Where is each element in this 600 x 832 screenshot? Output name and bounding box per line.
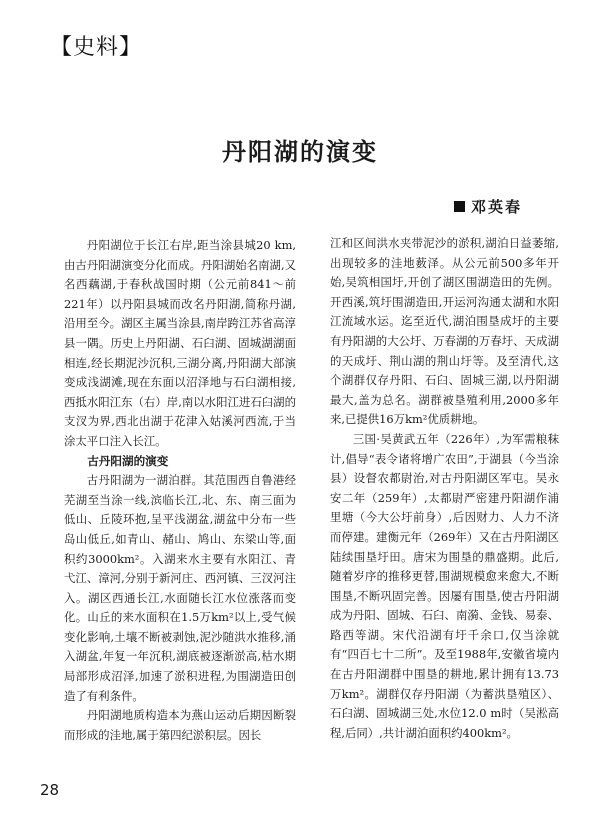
page-number: 28 xyxy=(40,781,60,799)
square-bullet-icon xyxy=(454,201,465,212)
paragraph: 三国·吴黄武五年（226年）,为军需粮秣计,倡导“表令诸将增广农田”,于湖县（今当涂县）设督农都尉治,对古丹阳湖区军屯。吴永安二年（259年）,太都尉严密建丹阳湖作浦里塘（今大公圩前身）,后因财力、人力不济而停建。建衡元年（269年）又在古丹阳湖区陆续围垦圩田。唐宋为围垦的鼎盛期。此后,随着岁序的推移更替,围湖规模愈来愈大,不断围垦,不断巩固完善。因屡有围垦,使古丹阳湖成为丹阳、固城、石臼、南漪、金钱、易泰、路西等湖。宋代沿湖有圩千余口,仅当涂就有“四百七十二所”。及至1988年,安徽省境内在古丹阳湖群中围垦的耕地,累计拥有13.73万km²。湖群仅存丹阳湖（为蓄洪垦殖区）、石臼湖、固城湖三处,水位12.0 m时（吴淞高程,后同）,共计湖泊面积约400km²。 xyxy=(330,431,559,740)
author-name: 邓英春 xyxy=(470,198,522,216)
section-tag: 【史料】 xyxy=(50,35,143,60)
paragraph: 丹阳湖位于长江右岸,距当涂县城20 km,由古丹阳湖演变分化而成。丹阳湖始名南湖,又名西藕湖,于春秋战国时期（公元前841～前221年）以丹阳县城而改名丹阳湖,简称丹湖,沿用至今。湖区主属当涂县,南岸跨江苏省高淳县一隅。历史上丹阳湖、石臼湖、固城湖湖面相连,经长期泥沙沉积,三湖分离,丹阳湖大部演变成浅湖滩,现在东面以沼泽地与石臼湖相接,西抵水阳江东（右）岸,南以水阳江进石臼湖的支汊为界,西北出湖于花津入姑溪河西流,于当涂太平口注入长江。 xyxy=(64,238,296,448)
paragraph-continued: 江和区间洪水夹带泥沙的淤积,湖泊日益萎缩,出现较多的洼地薮泽。从公元前500多年开始,吴筑相国圩,开创了湖区围湖造田的先例。开西溪,筑圩围湖造田,开运河沟通太湖和水阳江流域水运。迄至近代,湖泊围垦成圩的主要有丹阳湖的大公圩、万春湖的万春圩、天成湖的天成圩、荆山湖的荆山圩等。及至清代,这个湖群仅存丹阳、石臼、固城三湖,以丹阳湖最大,盖为总名。湖群被垦殖利用,2000多年来,已提供16万km²优质耕地。 xyxy=(330,236,559,427)
author-byline xyxy=(454,196,522,217)
section-heading: 古丹阳湖的演变 xyxy=(87,453,169,468)
article-title: 丹阳湖的演变 xyxy=(222,138,378,166)
left-column xyxy=(64,236,296,745)
right-column xyxy=(330,234,559,743)
paragraph: 丹阳湖地质构造本为燕山运动后期因断裂而形成的洼地,属于第四纪淤积层。因长 xyxy=(64,708,296,742)
paragraph: 古丹阳湖为一湖泊群。其范围西自鲁港经芜湖至当涂一线,滨临长江,北、东、南三面为低山、丘陵环抱,呈平浅湖盆,湖盆中分布一些岛山低丘,如青山、赭山、鸠山、东梁山等,面积约3000km²。入湖来水主要有水阳江、青弋江、漳河,分别于新河庄、西河镇、三汊河注入。湖区西通长江,水面随长江水位涨落而变化。山丘的来水面积在1.5万km²以上,受气候变化影响,土壤不断被剥蚀,泥沙随洪水推移,涌入湖盆,年复一年沉积,湖底被逐渐淤高,枯水期局部形成沼泽,加速了淤积进程,为围湖造田创造了有利条件。 xyxy=(64,473,296,703)
